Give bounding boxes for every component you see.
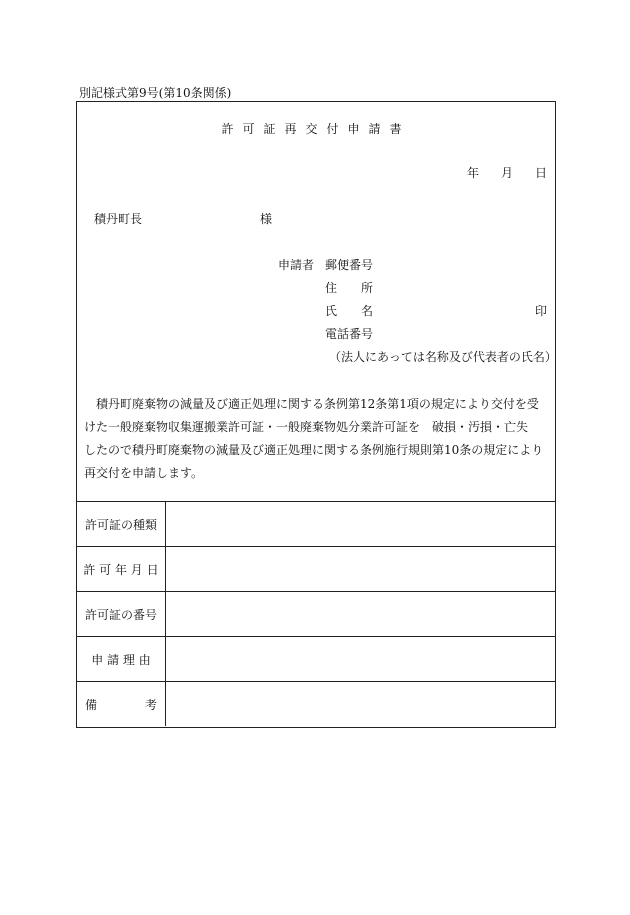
table-row [77, 502, 555, 547]
row-label-permit-type: 許可証の種類 [77, 502, 166, 546]
seal-mark: 印 [534, 304, 547, 318]
application-statement: 積丹町廃棄物の減量及び適正処理に関する条例第12条第1項の規定により交付を受けた一般廃棄物収集運搬業許可証・一般廃棄物処分業許可証を 破損・汚損・亡失 したので積丹町廃棄物の減量及び適正処理に関する条例施行規則第10条の規定により再交付を申請します。 [84, 397, 544, 480]
row-label-remarks: 備 考 [77, 682, 166, 726]
form-title: 許可証再交付申請書 [221, 122, 411, 136]
date-month-label: 月 [500, 166, 513, 180]
table-row [77, 592, 555, 637]
table-row [77, 637, 555, 682]
permit-type-field[interactable] [166, 502, 555, 546]
row-label-permit-date: 許 可 年 月 日 [77, 547, 166, 591]
form-reference: 別記様式第9号(第10条関係) [79, 86, 232, 100]
details-table [77, 501, 555, 727]
row-label-permit-number: 許可証の番号 [77, 592, 166, 636]
applicant-label: 申請者 [278, 258, 315, 272]
postal-code-label: 郵便番号 [325, 258, 374, 272]
date-line [467, 164, 547, 181]
table-row [77, 682, 555, 726]
address-label: 住 所 [325, 281, 374, 295]
name-label: 氏 名 [325, 304, 374, 318]
addressee-honorific: 様 [260, 212, 273, 226]
corporate-note: （法人にあっては名称及び代表者の氏名） [329, 350, 557, 364]
phone-label: 電話番号 [325, 327, 374, 341]
table-row [77, 547, 555, 592]
row-label-reason: 申 請 理 由 [77, 637, 166, 681]
remarks-field[interactable] [166, 682, 555, 726]
application-form [76, 101, 556, 728]
date-day-label: 日 [534, 166, 547, 180]
date-year-label: 年 [466, 166, 479, 180]
reason-field[interactable] [166, 637, 555, 681]
addressee-name: 積丹町長 [94, 212, 143, 226]
permit-date-field[interactable] [166, 547, 555, 591]
permit-number-field[interactable] [166, 592, 555, 636]
